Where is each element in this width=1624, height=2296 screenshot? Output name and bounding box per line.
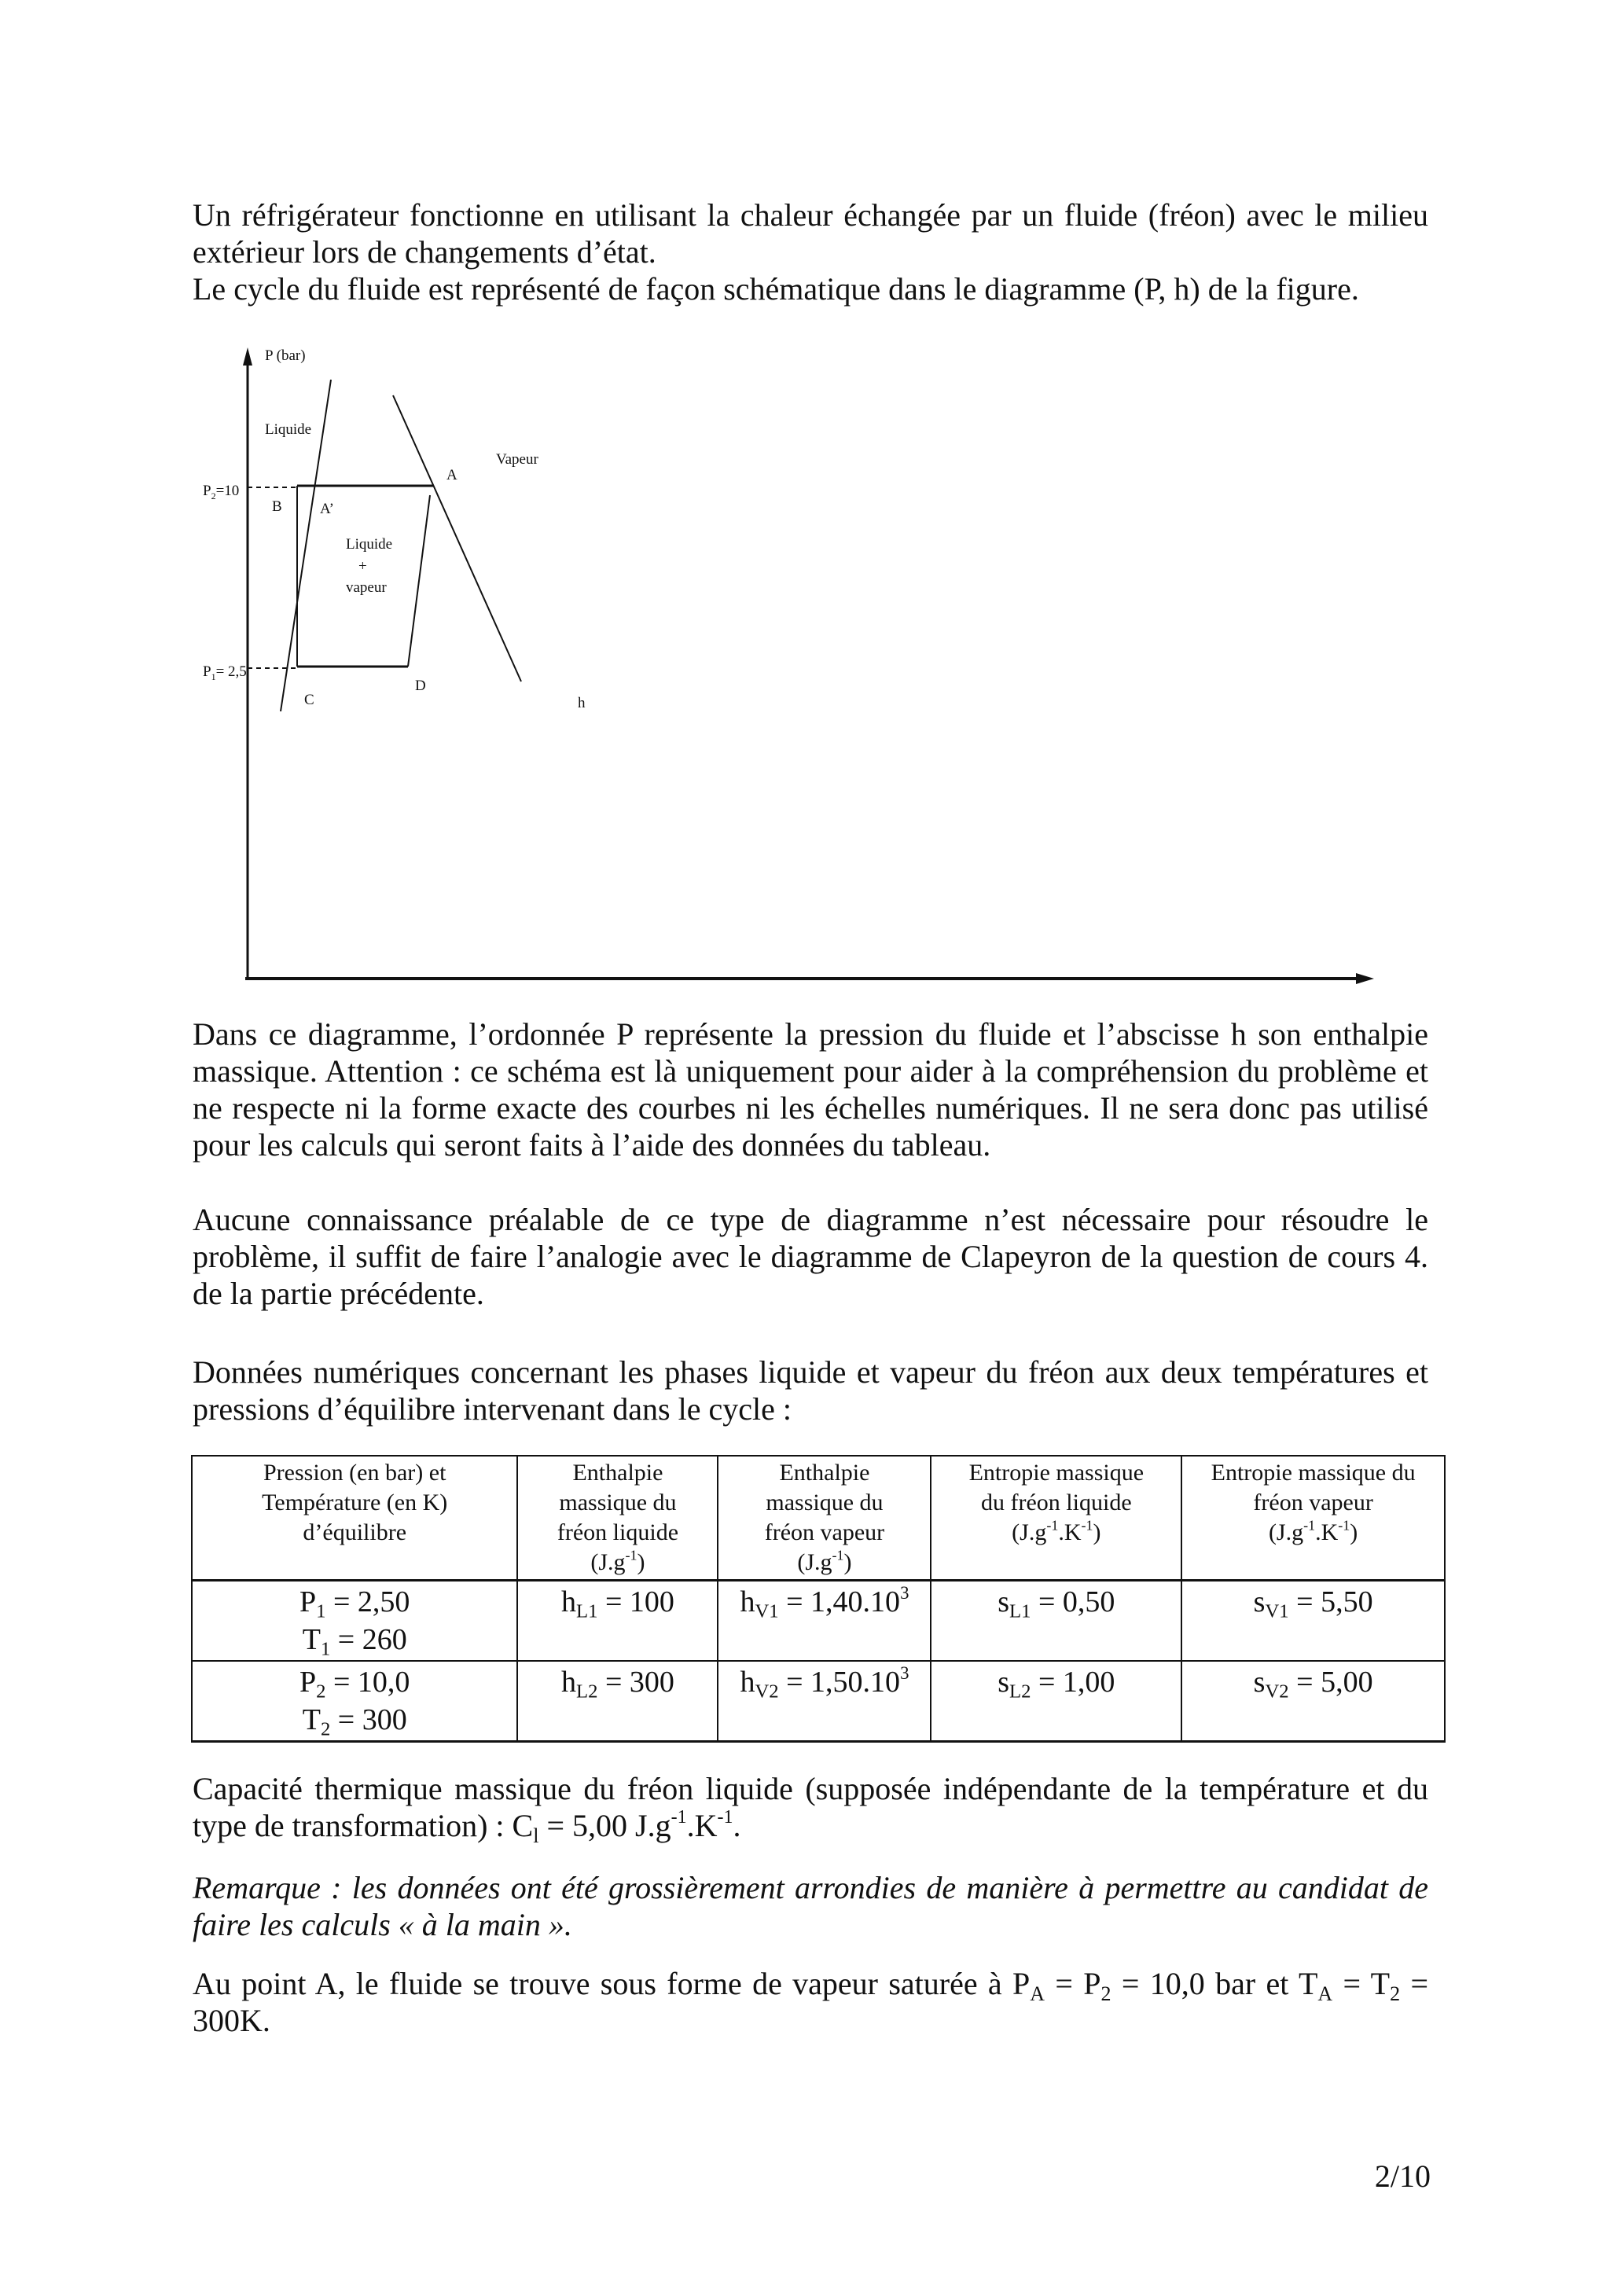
p1-label: $P_1= 2,5$ — [203, 663, 247, 682]
cell-entropy-vapour: $s_{V2} = 5,00$ — [1181, 1661, 1445, 1742]
cell-enthalpy-vapour: $h_{V2} = 1,50.10^3$ — [718, 1661, 931, 1742]
freon-data-table — [191, 1455, 1446, 1743]
header-entropy-liquid: Entropie massique du fréon liquide $(J.g^{-1}.K^{-1})$ — [931, 1456, 1181, 1581]
cell-enthalpy-liquid: $h_{L1} = 100$ — [517, 1581, 718, 1662]
page-number: 2/10 — [1374, 2158, 1431, 2194]
header-pressure-temperature: Pression (en bar) et Température (en K) d’équilibre — [192, 1456, 517, 1581]
cycle-d-to-a — [408, 495, 430, 667]
cell-enthalpy-vapour: $h_{V1} = 1,40.10^3$ — [718, 1581, 931, 1662]
y-axis-label: P (bar) — [265, 347, 306, 364]
point-a-prime-label: A’ — [320, 501, 334, 517]
intro-text-1: Un réfrigérateur fonctionne en utilisant la chaleur échangée par un fluide (fréon) avec le milieu extérieur lors de changements d’état. — [193, 197, 1428, 270]
cell-entropy-liquid: $s_{L1} = 0,50$ — [931, 1581, 1181, 1662]
cell-entropy-liquid: $s_{L2} = 1,00$ — [931, 1661, 1181, 1742]
region-mix-label-2: + — [358, 558, 367, 575]
ph-diagram — [197, 338, 1454, 1006]
header-enthalpy-vapour: Enthalpie massique du fréon vapeur $(J.g^{-1})$ — [718, 1456, 931, 1581]
remark-paragraph: Remarque : les données ont été grossièrement arrondies de manière à permettre au candidat de faire les calculs « à la main ». — [193, 1870, 1428, 1942]
intro-text-2: Le cycle du fluide est représenté de façon schématique dans le diagramme (P, h) de la figure. — [193, 271, 1359, 307]
cell-entropy-vapour: $s_{V1} = 5,50$ — [1181, 1581, 1445, 1662]
header-enthalpy-liquid: Enthalpie massique du fréon liquide $(J.g^{-1})$ — [517, 1456, 718, 1581]
region-liquid-label: Liquide — [265, 421, 312, 438]
region-vapour-label: Vapeur — [496, 451, 538, 468]
region-mix-label-3: vapeur — [346, 579, 387, 596]
table-row — [192, 1661, 1445, 1742]
diagram-explanation-paragraph: Dans ce diagramme, l’ordonnée P représente la pression du fluide et l’abscisse h son enthalpie massique. Attention : ce schéma est là uniquement pour aider à la compréhension du problème et ne respecte ni la forme exacte des courbes ni les échelles numériques. Il ne sera donc pas utilisé pour les calculs qui seront faits à l’aide des données du tableau. — [193, 1016, 1428, 1163]
header-entropy-vapour: Entropie massique du fréon vapeur $(J.g^{-1}.K^{-1})$ — [1181, 1456, 1445, 1581]
point-a-paragraph: Au point A, le fluide se trouve sous forme de vapeur saturée à $P_A = P_2 = 10,0$ bar et $T_A = T_2 = 300K$. — [193, 1966, 1428, 2038]
point-b-label: B — [272, 498, 282, 515]
cell-enthalpy-liquid: $h_{L2} = 300$ — [517, 1661, 718, 1742]
point-c-label: C — [304, 692, 314, 708]
intro-paragraph — [193, 197, 1428, 307]
table-row — [192, 1581, 1445, 1662]
clapeyron-paragraph: Aucune connaissance préalable de ce type de diagramme n’est nécessaire pour résoudre le problème, il suffit de faire l’analogie avec le diagramme de Clapeyron de la question de cours 4. de la partie précédente. — [193, 1202, 1428, 1311]
point-d-label: D — [415, 678, 426, 694]
ph-diagram-svg — [197, 338, 1454, 1006]
cell-pressure-temperature: $P_2 = 10,0$ $T_2 = 300$ — [192, 1661, 517, 1742]
x-axis-label: h — [578, 695, 586, 711]
point-a-label: A — [446, 467, 457, 483]
y-axis-arrow-icon — [243, 347, 252, 366]
cell-pressure-temperature: $P_1 = 2,50$ $T_1 = 260$ — [192, 1581, 517, 1662]
region-mix-label-1: Liquide — [346, 536, 393, 553]
p2-label: $P_2=10$ — [203, 483, 240, 501]
table-header-row — [192, 1456, 1445, 1581]
heat-capacity-paragraph: Capacité thermique massique du fréon liquide (supposée indépendante de la température et du type de transformation) : $C_l = 5,00$ $J.g^{-1}.K^{-1}$. — [193, 1771, 1428, 1847]
x-axis-arrow-icon — [1356, 973, 1374, 984]
data-intro-paragraph: Données numériques concernant les phases liquide et vapeur du fréon aux deux températures et pressions d’équilibre intervenant dans le cycle : — [193, 1354, 1428, 1427]
